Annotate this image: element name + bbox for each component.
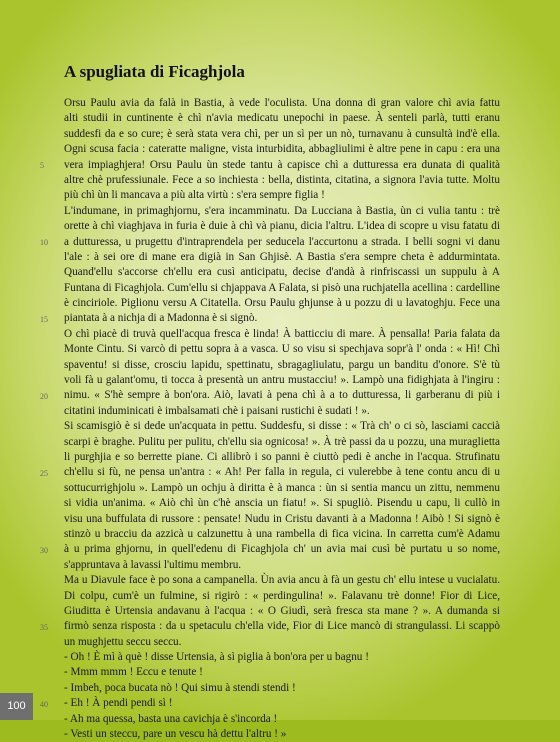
text-line: L'indumane, in primaghjornu, s'era incamminatu. Da Lucciana à Bastia, ùn ci vulia tantu : trè: [64, 204, 500, 217]
line-number: 35: [40, 623, 48, 633]
text-line: citatini induminicati è imbalsamati chè i paisani rustichi è sudati ! ».: [64, 404, 370, 417]
line-number: 10: [40, 238, 48, 248]
text-line: spaventu! si disse, crosciu lapidu, spettinatu, sbragagliulatu, pargu un banditu d'onore. S'è tù: [64, 358, 500, 371]
text-line: - Eh ! À pendi pendi sì !: [64, 697, 173, 710]
text-line: a dutturessa, u prugettu d'intraprendela per seducela l'accurtonu a strada. I belli sogni vi danu: [64, 235, 500, 248]
text-line: Di colpu, cum'è un fulmine, si rigirò : « perdingulina! ». Falavanu trè donne! Fior di Lice,: [64, 589, 500, 602]
text-line: ch'ellu si fù, ne pensa un'antra : « Ah! Per falla in regula, ci vulerebbe à tene contu ancu di u: [64, 466, 500, 479]
text-line: s'appruntava à lavassi l'ultimu membru.: [64, 558, 242, 571]
text-line: à u prima ghjornu, in quell'edenu di Ficaghjola ch' un avia mai cusì bè purtatu u so nome,: [64, 543, 500, 556]
text-line: sottucurrighjolu ». Lampò un ochju à diritta è à manca : ùn si sentia mancu un zittu, nemmenu: [64, 481, 500, 494]
text-line: - Mmm mmm ! Eccu e tenute !: [64, 666, 203, 679]
text-line: - Oh ! È mì à què ! disse Urtensia, à sì piglia à bon'ora per u bagnu !: [64, 651, 369, 664]
chapter-title: A spugliata di Ficaghjola: [64, 62, 245, 81]
text-line: è cinciriole. Piglionu versu A Citatella. Orsu Paulu ghjunse à u pozzu di u lavatoghju. Fece una: [64, 297, 500, 310]
text-line: scarpi è braghe. Pulitu per pulitu, ch'ellu sia ognicosa! ». À trè passi da u pozzu, una muraglietta: [64, 435, 500, 448]
text-line: si vidia un'anima. « Aiò chì ùn c'hè anscia un fiatu! ». Si spugliò. Pisendu u capu, li cullò in: [64, 497, 500, 510]
text-line: firmò senza risposta : da u spetaculu ch'ella vide, Fior di Lice mancò di strangulassi. Li scappò: [64, 620, 500, 633]
text-line: stinzò u bracciu da azzicà u calzunettu à una rambella di fica vicina. In carretta cum'è Adamu: [64, 527, 500, 540]
text-line: nimu. « S'hè sempre à bon'ora. Aiò, lavati à pena chì à a to dutturessa, li garberanu di più i: [64, 389, 500, 402]
text-line: visu una buffulata di russore : pensate! Nudu in Cristu davanti à a Madonna ! Aibò ! Si signò è: [64, 512, 500, 525]
text-line: Giuditta è Urtensia andavanu à l'acqua : « O Giudì, serà fresca sta mane ? ». A dumanda si: [64, 604, 500, 617]
text-line: - Imbeh, poca bucata nò ! Qui simu à stendi stendi !: [64, 681, 296, 694]
text-line: un mughjettu seccu seccu.: [64, 635, 182, 648]
page-number: 100: [0, 693, 33, 720]
text-line: l'ale : à sei ore di mane era digià in San Ghjisè. A Bastia s'era sempre cheta è addurmintata.: [64, 250, 500, 263]
text-line: orette à chì viaghjava in furia è duie à chì và pianu, dicia l'altru. L'idea di scopre u visu fatatu di: [64, 220, 500, 233]
text-line: Funtana di Ficaghjola. Cum'ellu si chjappava A Falata, si pisò una ruchjatella acellina : cardelline: [64, 281, 500, 294]
line-number: 5: [40, 161, 44, 171]
text-line: O chì piacè di truvà quell'acqua fresca è linda! À batticciu di mare. À pensalla! Paria falata da: [64, 327, 500, 340]
text-line: - Ah ma quessa, basta una cavichja è s'incorda !: [64, 712, 278, 725]
text-line: Monte Cintu. Si varcò di pettu sopra à a vasca. U so visu si spechjava sopr'à l' onda : « Hì! Chì: [64, 343, 500, 356]
line-number: 40: [40, 700, 48, 710]
text-line: Si scamisgiò è si dede un'acquata in pettu. Suddesfu, si disse : « Trà ch' o ci sò, lasciami caccià: [64, 420, 500, 433]
line-number: 25: [40, 469, 48, 479]
text-line: voli fà u galant'omu, ti tocca à presentà un antru mustacciu! ». Lampò una fidighjata à l'ingiru :: [64, 374, 500, 387]
line-number: 15: [40, 315, 48, 325]
text-line: vera impiaghjera! Orsu Paulu ùn stede tantu à capisce chì a dutturessa era dunata di qualità: [64, 158, 500, 171]
text-line: più chì ùn li mancava a più alta virtù : s'era sempre figlia !: [64, 189, 325, 202]
text-line: Ogni scusa facia : cateratte maligne, vista inturbidita, abbagliulimi è altre pene in capu : era una: [64, 143, 500, 156]
line-number: 20: [40, 392, 48, 402]
text-line: suddesfi da e so cure; è serà stata vera chì, per un sì per un nò, turnavanu à cunsultà ind'è ella.: [64, 127, 500, 140]
text-line: - Vesti un steccu, pare un vescu hà dettu l'altru ! »: [64, 728, 287, 741]
body-text: [64, 96, 500, 742]
line-number: 30: [40, 546, 48, 556]
text-line: Ma u Diavule face è po sona a campanella. Ùn avia ancu à fà un gestu ch' ellu intese u vucialatu.: [64, 574, 500, 587]
text-line: alti studii in cuntinente è chì n'avia medicatu unepochi in paese. À senteli parlà, tutti eranu: [64, 112, 500, 125]
text-line: piantata à a nichja di a Madonna è si signò.: [64, 312, 258, 325]
text-line: Orsu Paulu avia da falà in Bastia, à vede l'oculista. Una donna di gran valore chì avia fattu: [64, 97, 500, 109]
text-line: altre chè prufessiunale. Fece a so inchiesta : bella, distinta, citatina, a signora l'avia tutte. Moltu: [64, 173, 500, 186]
text-line: Quand'ellu s'accorse ch'ellu era cusì anticipatu, decise d'andà à rinfriscassi un suppulu à A: [64, 266, 500, 279]
text-line: li purghjia e so berrette piane. Ci allibrò i so panni è ciuttò pedi è anche in l'acqua. Strufinatu: [64, 450, 500, 463]
